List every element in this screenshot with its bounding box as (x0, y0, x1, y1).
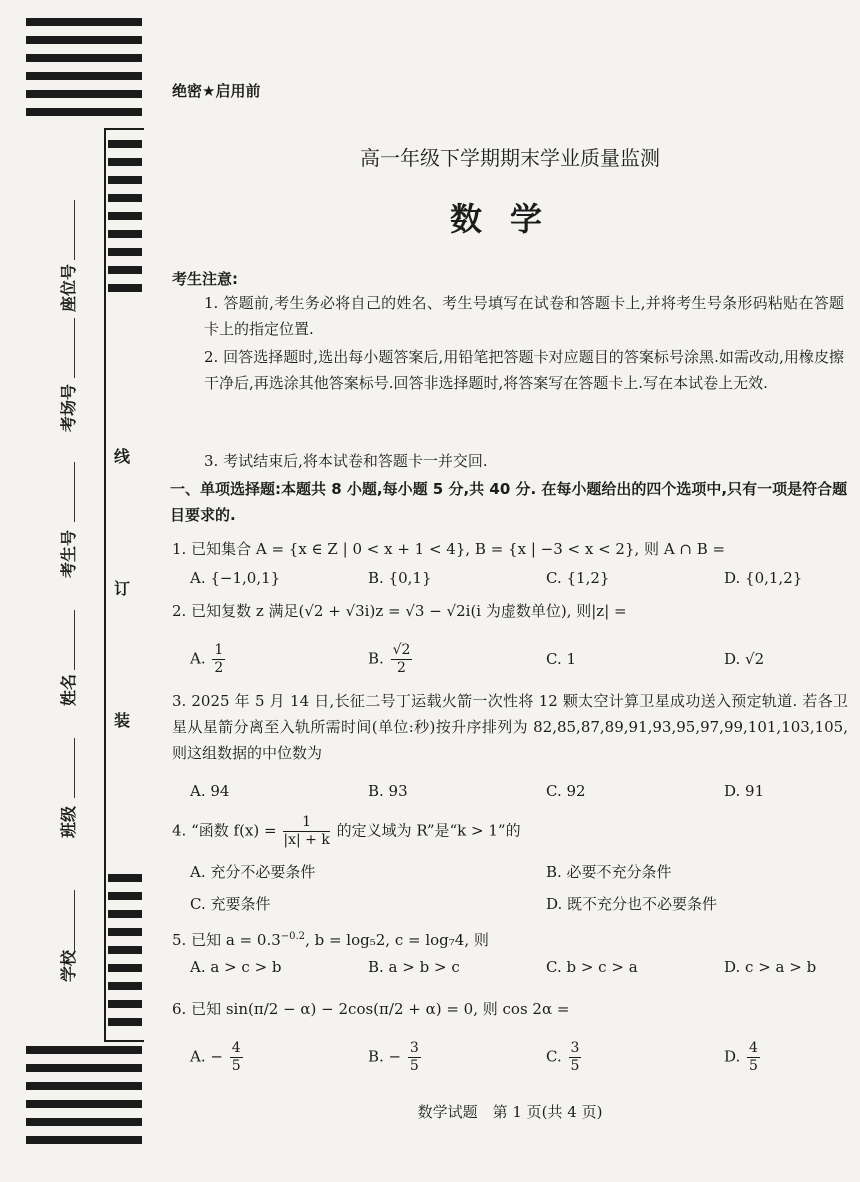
fraction-denominator: 2 (214, 660, 224, 676)
page-footer: 数学试题 第 1 页(共 4 页) (417, 1103, 603, 1121)
fraction-denominator: 5 (749, 1058, 758, 1074)
binding-stripe (108, 266, 142, 274)
question-1-option-b: B. {0,1} (368, 569, 432, 587)
binding-stripe (26, 1118, 142, 1126)
fraction-numerator: 1 (283, 814, 329, 832)
binding-stripe (26, 1046, 142, 1054)
question-3-option-b: B. 93 (368, 782, 408, 800)
binding-stripe (108, 212, 142, 220)
binding-stripe (108, 140, 142, 148)
question-1-option-c: C. {1,2} (546, 569, 610, 587)
question-5-option-d: D. c > a > b (724, 958, 817, 976)
fraction (283, 814, 329, 849)
binding-stripe (26, 72, 142, 80)
binding-stripe (26, 1082, 142, 1090)
option-letter: A. − (190, 1047, 223, 1066)
field-underline (74, 738, 75, 798)
fraction-denominator: 2 (397, 660, 406, 676)
fraction-numerator: 1 (214, 642, 224, 658)
question-3-option-d: D. 91 (724, 782, 765, 800)
question-5-option-c: C. b > c > a (546, 958, 638, 976)
question-6-option-d (724, 1040, 762, 1075)
binding-stripe (108, 946, 142, 954)
question-4-option-b: B. 必要不充分条件 (546, 863, 672, 881)
question-4-option-a: A. 充分不必要条件 (190, 863, 316, 881)
binding-stripe (26, 1136, 142, 1144)
field-label-exam-room: 考场号 (59, 383, 78, 432)
question-4-stem-pre: 4. “函数 f(x) = (172, 821, 277, 840)
field-label-seat: 座位号 (59, 263, 78, 312)
binding-stripe (108, 964, 142, 972)
fraction-numerator: 3 (570, 1040, 580, 1056)
question-6-option-b (368, 1040, 423, 1075)
question-2-option-c: C. 1 (546, 650, 577, 668)
question-5-stem-post: , b = log₅2, c = log₇4, 则 (305, 931, 489, 949)
fraction-numerator: 4 (749, 1040, 758, 1056)
fraction (212, 642, 225, 677)
binding-stripe (108, 892, 142, 900)
fraction-denominator: |x| + k (283, 832, 330, 848)
binding-stripe (26, 90, 142, 98)
binding-word-xian: 线 (114, 447, 131, 466)
field-label-name: 姓名 (59, 673, 78, 706)
binding-stripe (108, 176, 142, 184)
question-5-stem (172, 924, 848, 953)
field-label-class: 班级 (59, 805, 78, 838)
option-letter: B. − (368, 1047, 402, 1066)
question-1-option-d: D. {0,1,2} (724, 569, 803, 587)
binding-stripe (108, 230, 142, 238)
binding-stripe (26, 54, 142, 62)
question-6-stem: 6. 已知 sin(π/2 − α) − 2cos(π/2 + α) = 0, 则 cos 2α = (172, 1000, 570, 1018)
binding-stripe (108, 1000, 142, 1008)
option-letter: C. (546, 1047, 562, 1066)
option-letter: D. (724, 1047, 741, 1066)
exam-title: 高一年级下学期期末学业质量监测 (360, 146, 660, 170)
question-4-option-d: D. 既不充分也不必要条件 (546, 895, 718, 913)
binding-stripe (108, 284, 142, 292)
binding-stripe (108, 928, 142, 936)
binding-margin (0, 0, 150, 1182)
field-underline (74, 318, 75, 378)
section-heading: 一、单项选择题:本题共 8 小题,每小题 5 分,共 40 分. 在每小题给出的四个选项中,只有一项是符合题目要求的. (170, 480, 848, 524)
binding-stripe (108, 1018, 142, 1026)
fraction-numerator: √2 (392, 642, 411, 658)
fraction (230, 1040, 243, 1075)
question-2-option-a (190, 642, 227, 677)
binding-stripe (108, 982, 142, 990)
field-underline (74, 610, 75, 670)
binding-stripe (108, 194, 142, 202)
field-underline (74, 890, 75, 950)
binding-word-ding: 订 (114, 579, 131, 598)
fraction (569, 1040, 582, 1075)
field-underline (74, 200, 75, 260)
binding-bracket (104, 1040, 144, 1042)
question-3-stem: 3. 2025 年 5 月 14 日,长征二号丁运载火箭一次性将 12 颗太空计算卫星成功送入预定轨道. 若各卫星从星箭分离至入轨所需时间(单位:秒)按升序排列为 82,85,87,89,91,93,95,97,99,101,103,105,则这组数据的中位数为 (172, 692, 848, 762)
binding-bracket (104, 128, 144, 130)
binding-stripe (26, 18, 142, 26)
field-label-exam-number: 考生号 (59, 529, 78, 578)
exponent: −0.2 (280, 931, 306, 942)
binding-stripe (26, 108, 142, 116)
question-2-option-b (368, 642, 414, 677)
binding-stripe (26, 1100, 142, 1108)
binding-stripe (108, 910, 142, 918)
fraction-numerator: 4 (231, 1040, 241, 1056)
option-letter: A. (190, 649, 206, 668)
fraction-denominator: 5 (231, 1058, 241, 1074)
binding-stripe (108, 874, 142, 882)
question-4-stem-post: 的定义域为 R”是“k > 1”的 (336, 821, 521, 840)
secret-label: 绝密★启用前 (172, 82, 261, 100)
exam-page (170, 0, 850, 1182)
fraction (408, 1040, 421, 1075)
question-2-option-d: D. √2 (724, 650, 765, 668)
question-4-stem (172, 814, 848, 849)
option-letter: B. (368, 649, 384, 668)
question-6-option-c (546, 1040, 583, 1075)
binding-stripe (26, 36, 142, 44)
fraction-numerator: 3 (409, 1040, 419, 1056)
binding-line (104, 128, 106, 1042)
binding-stripe (26, 1064, 142, 1072)
fraction-denominator: 5 (409, 1058, 419, 1074)
notice-item-1: 1. 答题前,考生务必将自己的姓名、考生号填写在试卷和答题卡上,并将考生号条形码粘贴在答题卡上的指定位置. (204, 294, 844, 338)
question-6-option-a (190, 1040, 245, 1075)
question-5-option-a: A. a > c > b (190, 958, 282, 976)
question-3-option-a: A. 94 (190, 782, 230, 800)
binding-stripe (108, 158, 142, 166)
binding-word-zhuang: 装 (114, 711, 131, 730)
field-underline (74, 462, 75, 522)
notice-title: 考生注意: (172, 270, 238, 288)
fraction-denominator: 5 (570, 1058, 580, 1074)
question-5-option-b: B. a > b > c (368, 958, 460, 976)
question-5-stem-pre: 5. 已知 a = 0.3 (172, 931, 281, 949)
question-2-stem: 2. 已知复数 z 满足(√2 + √3i)z = √3 − √2i(i 为虚数单位), 则|z| = (172, 602, 627, 620)
question-1-option-a: A. {−1,0,1} (190, 569, 281, 587)
binding-stripe (108, 248, 142, 256)
fraction (747, 1040, 760, 1075)
notice-item-3: 3. 考试结束后,将本试卷和答题卡一并交回. (204, 452, 488, 470)
question-3-option-c: C. 92 (546, 782, 586, 800)
fraction (391, 642, 413, 677)
notice-item-2: 2. 回答选择题时,选出每小题答案后,用铅笔把答题卡对应题目的答案标号涂黑.如需改动,用橡皮擦干净后,再选涂其他答案标号.回答非选择题时,将答案写在答题卡上.写在本试卷上无效. (204, 348, 844, 392)
question-4-option-c: C. 充要条件 (190, 895, 271, 913)
question-1-stem: 1. 已知集合 A = {x ∈ Z | 0 < x + 1 < 4}, B = {x | −3 < x < 2}, 则 A ∩ B = (172, 540, 726, 558)
subject-title: 数学 (449, 200, 570, 238)
field-label-school: 学校 (59, 949, 78, 982)
